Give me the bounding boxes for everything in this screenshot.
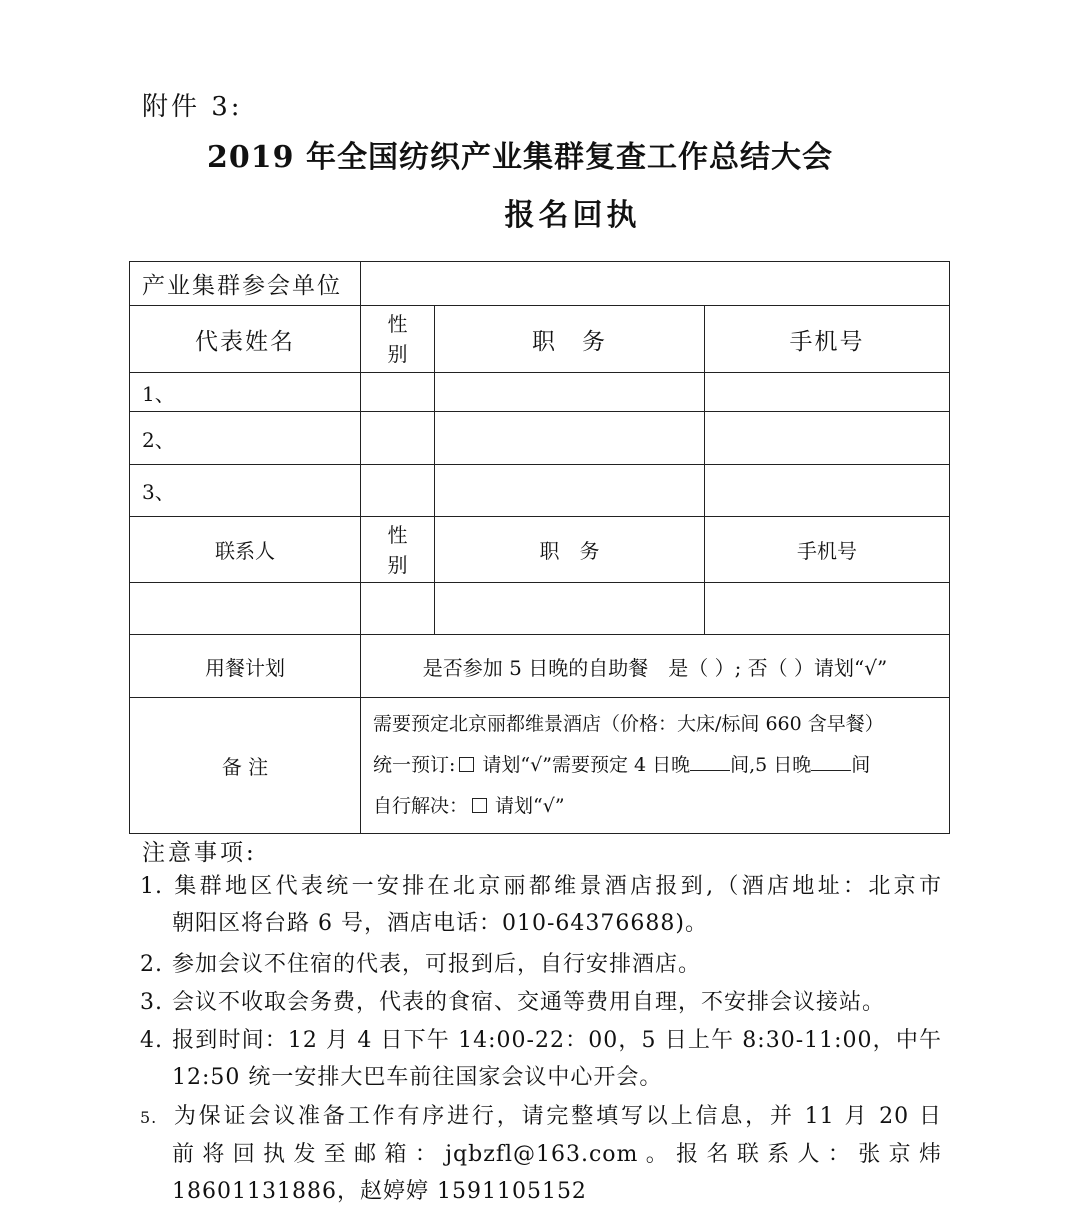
contact-position-cell[interactable] [435, 583, 705, 635]
note-text: 报到时间：12 月 4 日下午 14:00-22：00，5 日上午 8:30-11:00，中午 [172, 1028, 942, 1053]
unified-booking-checkbox[interactable] [459, 757, 474, 772]
rep-phone-cell[interactable] [705, 412, 950, 465]
contact-gender-cell[interactable] [361, 583, 435, 635]
contact-gender-char-2: 别 [387, 552, 408, 577]
gender-header-char-1: 性 [387, 312, 408, 336]
rep-name-header: 代表姓名 [130, 306, 361, 373]
contact-row [130, 583, 950, 635]
rep-row-number: 1、 [130, 373, 361, 412]
rep-position-cell[interactable] [435, 373, 705, 412]
night4-rooms-blank[interactable] [690, 750, 730, 771]
note-text: 前将回执发至邮箱：jqbzfl@163.com。报名联系人：张京炜 [172, 1142, 942, 1167]
rep-gender-cell[interactable] [361, 373, 435, 412]
gender-header-char-2: 别 [387, 342, 408, 366]
document-title: 2019 年全国纺织产业集群复查工作总结大会 [207, 140, 833, 175]
rooms-unit: 间 [851, 754, 871, 776]
unit-row [130, 262, 950, 306]
contact-phone-cell[interactable] [705, 583, 950, 635]
note-text: 朝阳区将台路 6 号，酒店电话：010-64376688)。 [172, 911, 708, 936]
remark-content [361, 698, 950, 834]
note-text: 12:50 统一安排大巴车前往国家会议中心开会。 [172, 1065, 663, 1090]
unified-booking-label: 统一预订: [373, 754, 456, 776]
rep-gender-cell[interactable] [361, 465, 435, 517]
meal-label: 用餐计划 [130, 635, 361, 698]
remark-row [130, 698, 950, 834]
note-item-4 [140, 1022, 942, 1096]
note-text: 集群地区代表统一安排在北京丽都维景酒店报到,（酒店地址：北京市 [172, 874, 942, 899]
phone-header: 手机号 [705, 306, 950, 373]
contact-header-row [130, 517, 950, 583]
note-number: 4. [140, 1028, 163, 1053]
note-item-1 [140, 868, 942, 942]
note-text: 参加会议不住宿的代表，可报到后，自行安排酒店。 [172, 952, 702, 977]
night5-rooms-blank[interactable] [811, 750, 851, 771]
note-text: 18601131886，赵婷婷 1591105152 [172, 1179, 587, 1204]
rep-row [130, 465, 950, 517]
remark-label: 备 注 [130, 698, 361, 834]
rep-gender-cell[interactable] [361, 412, 435, 465]
rep-row-number: 2、 [130, 412, 361, 465]
registration-form-table [129, 261, 950, 834]
note-text: 会议不收取会务费，代表的食宿、交通等费用自理，不安排会议接站。 [172, 990, 886, 1015]
note-number: 2. [140, 952, 163, 977]
meal-row [130, 635, 950, 698]
rep-phone-cell[interactable] [705, 373, 950, 412]
self-arrange-text: 请划“√” [495, 795, 565, 817]
contact-header: 联系人 [130, 517, 361, 583]
note-number: 1. [140, 874, 163, 899]
night5-label: 间,5 日晚 [730, 754, 812, 776]
note-item-3 [140, 984, 942, 1021]
contact-position-header: 职 务 [435, 517, 705, 583]
rep-phone-cell[interactable] [705, 465, 950, 517]
notes-title: 注意事项: [142, 840, 257, 866]
rep-row [130, 412, 950, 465]
document-subtitle: 报名回执 [504, 198, 641, 233]
attachment-label: 附件 3: [142, 92, 243, 122]
self-arrange-label: 自行解决： [373, 795, 469, 817]
self-arrange-checkbox[interactable] [472, 798, 487, 813]
rep-row [130, 373, 950, 412]
meal-text[interactable]: 是否参加 5 日晚的自助餐 是（ ）; 否（ ）请划“√” [361, 635, 950, 698]
note-item-2 [140, 946, 942, 983]
unified-booking-text: 请划“√”需要预定 4 日晚 [482, 754, 691, 776]
contact-gender-char-1: 性 [387, 522, 408, 547]
note-text: 为保证会议准备工作有序进行，请完整填写以上信息，并 11 月 20 日 [172, 1104, 942, 1129]
remark-line-1: 需要预定北京丽都维景酒店（价格：大床/标间 660 含早餐） [373, 713, 884, 735]
remark-line-3 [373, 786, 949, 827]
gender-header [361, 306, 435, 373]
note-item-5 [140, 1098, 942, 1210]
rep-position-cell[interactable] [435, 465, 705, 517]
unit-label: 产业集群参会单位 [130, 262, 361, 306]
rep-header-row [130, 306, 950, 373]
note-number: 5. [140, 1108, 158, 1127]
contact-gender-header [361, 517, 435, 583]
rep-position-cell[interactable] [435, 412, 705, 465]
rep-row-number: 3、 [130, 465, 361, 517]
note-number: 3. [140, 990, 163, 1015]
remark-line-2 [373, 745, 949, 786]
position-header: 职 务 [435, 306, 705, 373]
unit-input-cell[interactable] [361, 262, 950, 306]
contact-phone-header: 手机号 [705, 517, 950, 583]
contact-name-cell[interactable] [130, 583, 361, 635]
